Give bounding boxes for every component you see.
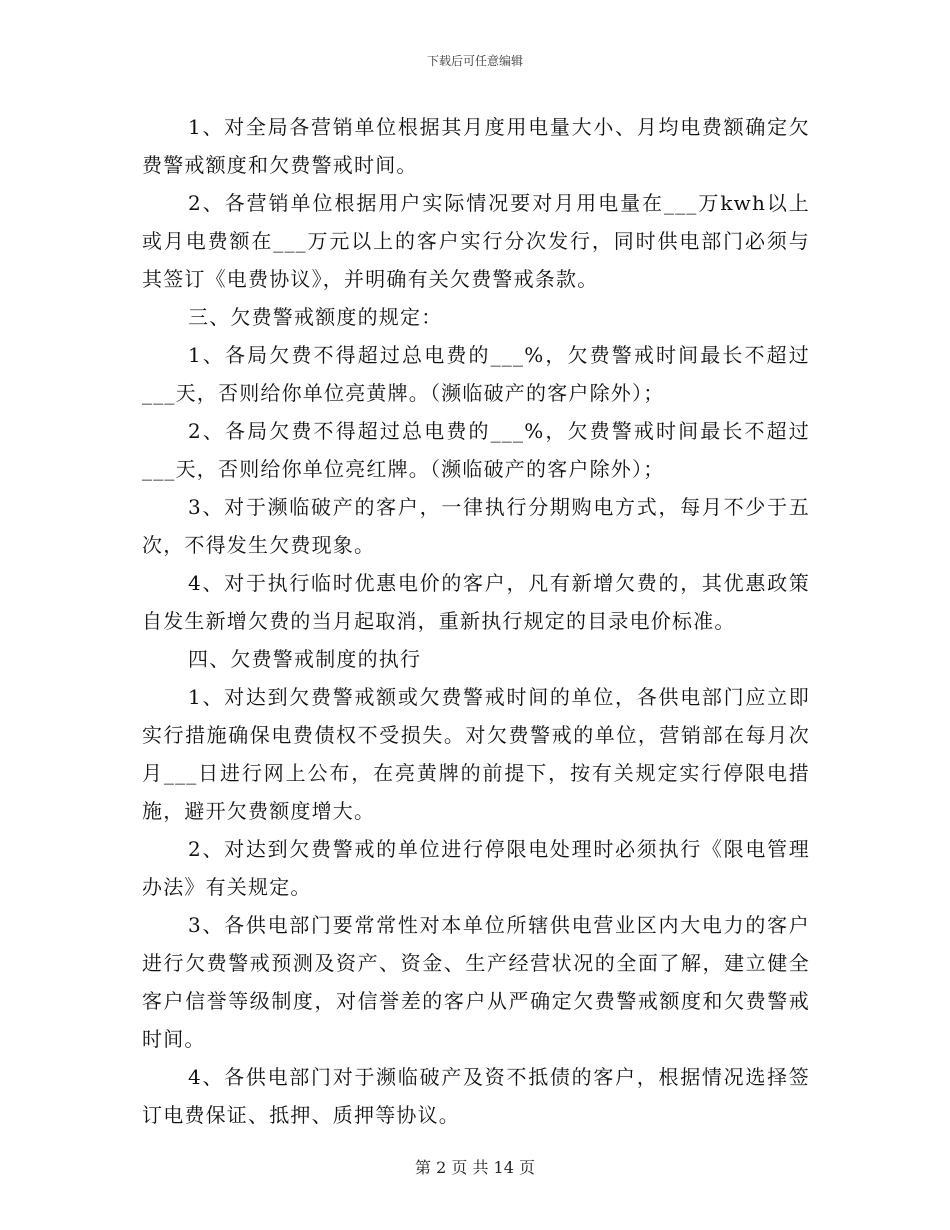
page-footer: 第 2 页 共 14 页 — [415, 1158, 535, 1177]
paragraph-4-4: 4、各供电部门对于濒临破产及资不抵债的客户，根据情况选择签订电费保证、抵押、质押等协议。 — [142, 1065, 810, 1127]
paragraph-3-1: 1、各局欠费不得超过总电费的___%，欠费警戒时间最长不超过___天，否则给你单位亮黄牌。（濒临破产的客户除外）； — [142, 343, 810, 405]
paragraph-2: 2、各营销单位根据用户实际情况要对月用电量在___万kwh以上或月电费额在___万元以上的客户实行分次发行，同时供电部门必须与其签订《电费协议》，并明确有关欠费警戒条款。 — [142, 191, 810, 291]
paragraph-4-2: 2、对达到欠费警戒的单位进行停限电处理时必须执行《限电管理办法》有关规定。 — [142, 837, 810, 899]
document-body — [142, 108, 810, 1134]
paragraph-1: 1、对全局各营销单位根据其月度用电量大小、月均电费额确定欠费警戒额度和欠费警戒时间。 — [142, 115, 810, 177]
paragraph-3-4: 4、对于执行临时优惠电价的客户，凡有新增欠费的，其优惠政策自发生新增欠费的当月起取消，重新执行规定的目录电价标准。 — [142, 571, 810, 633]
page-header: 下载后可任意编辑 — [426, 54, 523, 68]
paragraph-4-3: 3、各供电部门要常常性对本单位所辖供电营业区内大电力的客户进行欠费警戒预测及资产、资金、生产经营状况的全面了解，建立健全客户信誉等级制度，对信誉差的客户从严确定欠费警戒额度和欠费警戒时间。 — [142, 913, 810, 1051]
section-heading-3: 三、欠费警戒额度的规定： — [188, 305, 443, 329]
paragraph-4-1: 1、对达到欠费警戒额或欠费警戒时间的单位，各供电部门应立即实行措施确保电费债权不受损失。对欠费警戒的单位，营销部在每月次月___日进行网上公布，在亮黄牌的前提下，按有关规定实行停限电措施，避开欠费额度增大。 — [142, 685, 810, 823]
paragraph-3-2: 2、各局欠费不得超过总电费的___%，欠费警戒时间最长不超过___天，否则给你单位亮红牌。（濒临破产的客户除外）； — [142, 419, 810, 481]
section-heading-4: 四、欠费警戒制度的执行 — [188, 647, 422, 671]
paragraph-3-3: 3、对于濒临破产的客户，一律执行分期购电方式，每月不少于五次，不得发生欠费现象。 — [142, 495, 810, 557]
